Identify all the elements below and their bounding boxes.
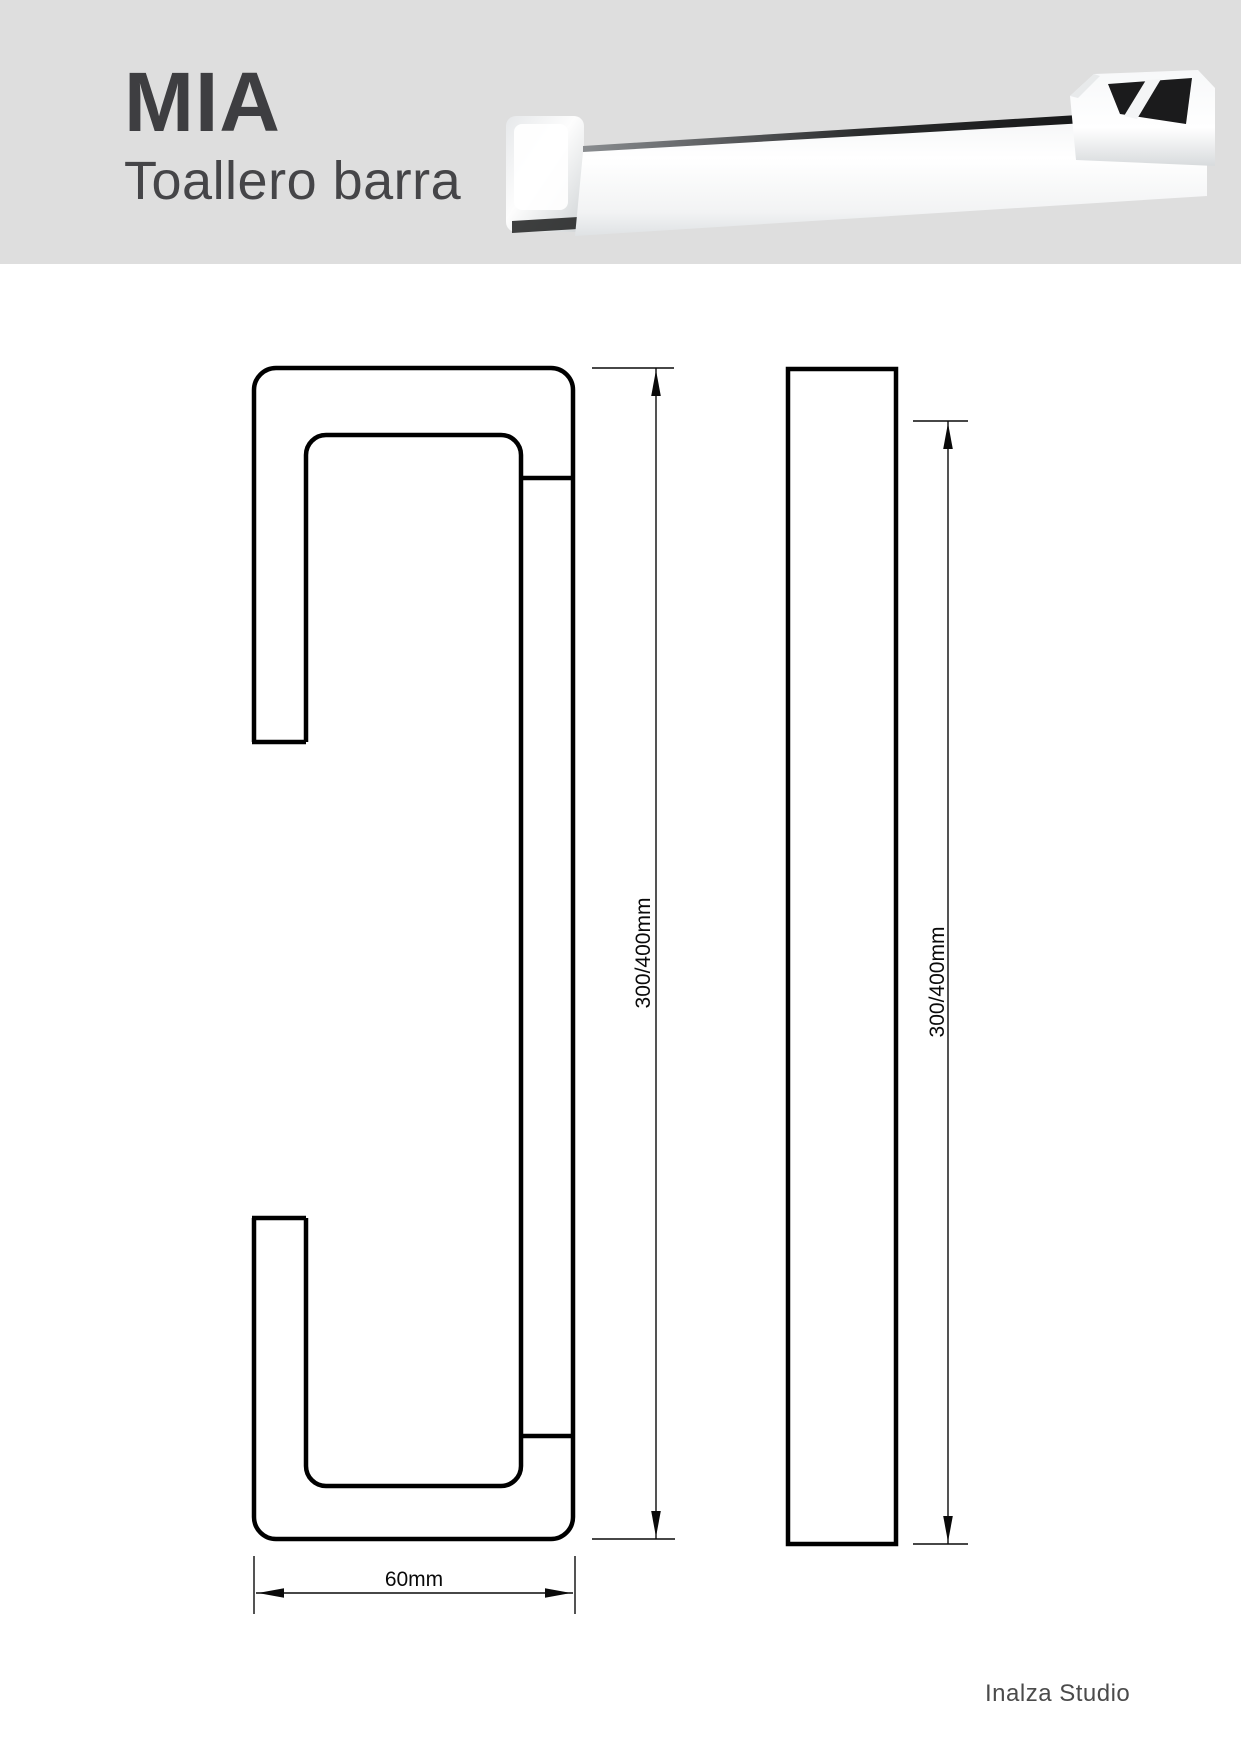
- arrowhead-down: [651, 1511, 661, 1537]
- side-view-drawing: [788, 369, 896, 1544]
- front-width-label: 60mm: [384, 1568, 444, 1591]
- side-view-outline: [788, 369, 896, 1544]
- arrowhead-up: [943, 423, 953, 449]
- brand-signature: Inalza Studio: [985, 1680, 1131, 1707]
- product-subtitle: Toallero barra: [124, 151, 462, 211]
- arrowhead-down: [943, 1516, 953, 1542]
- front-length-label: 300/400mm: [632, 897, 655, 1009]
- front-view-inner-outline: [306, 435, 521, 1486]
- arrowhead-up: [651, 370, 661, 396]
- product-name: MIA: [124, 55, 281, 149]
- front-view-outer-outline: [254, 368, 573, 1539]
- front-view-drawing: [252, 368, 573, 1539]
- arrowhead-right: [545, 1588, 571, 1598]
- arrowhead-left: [258, 1588, 284, 1598]
- side-length-label: 300/400mm: [926, 926, 949, 1038]
